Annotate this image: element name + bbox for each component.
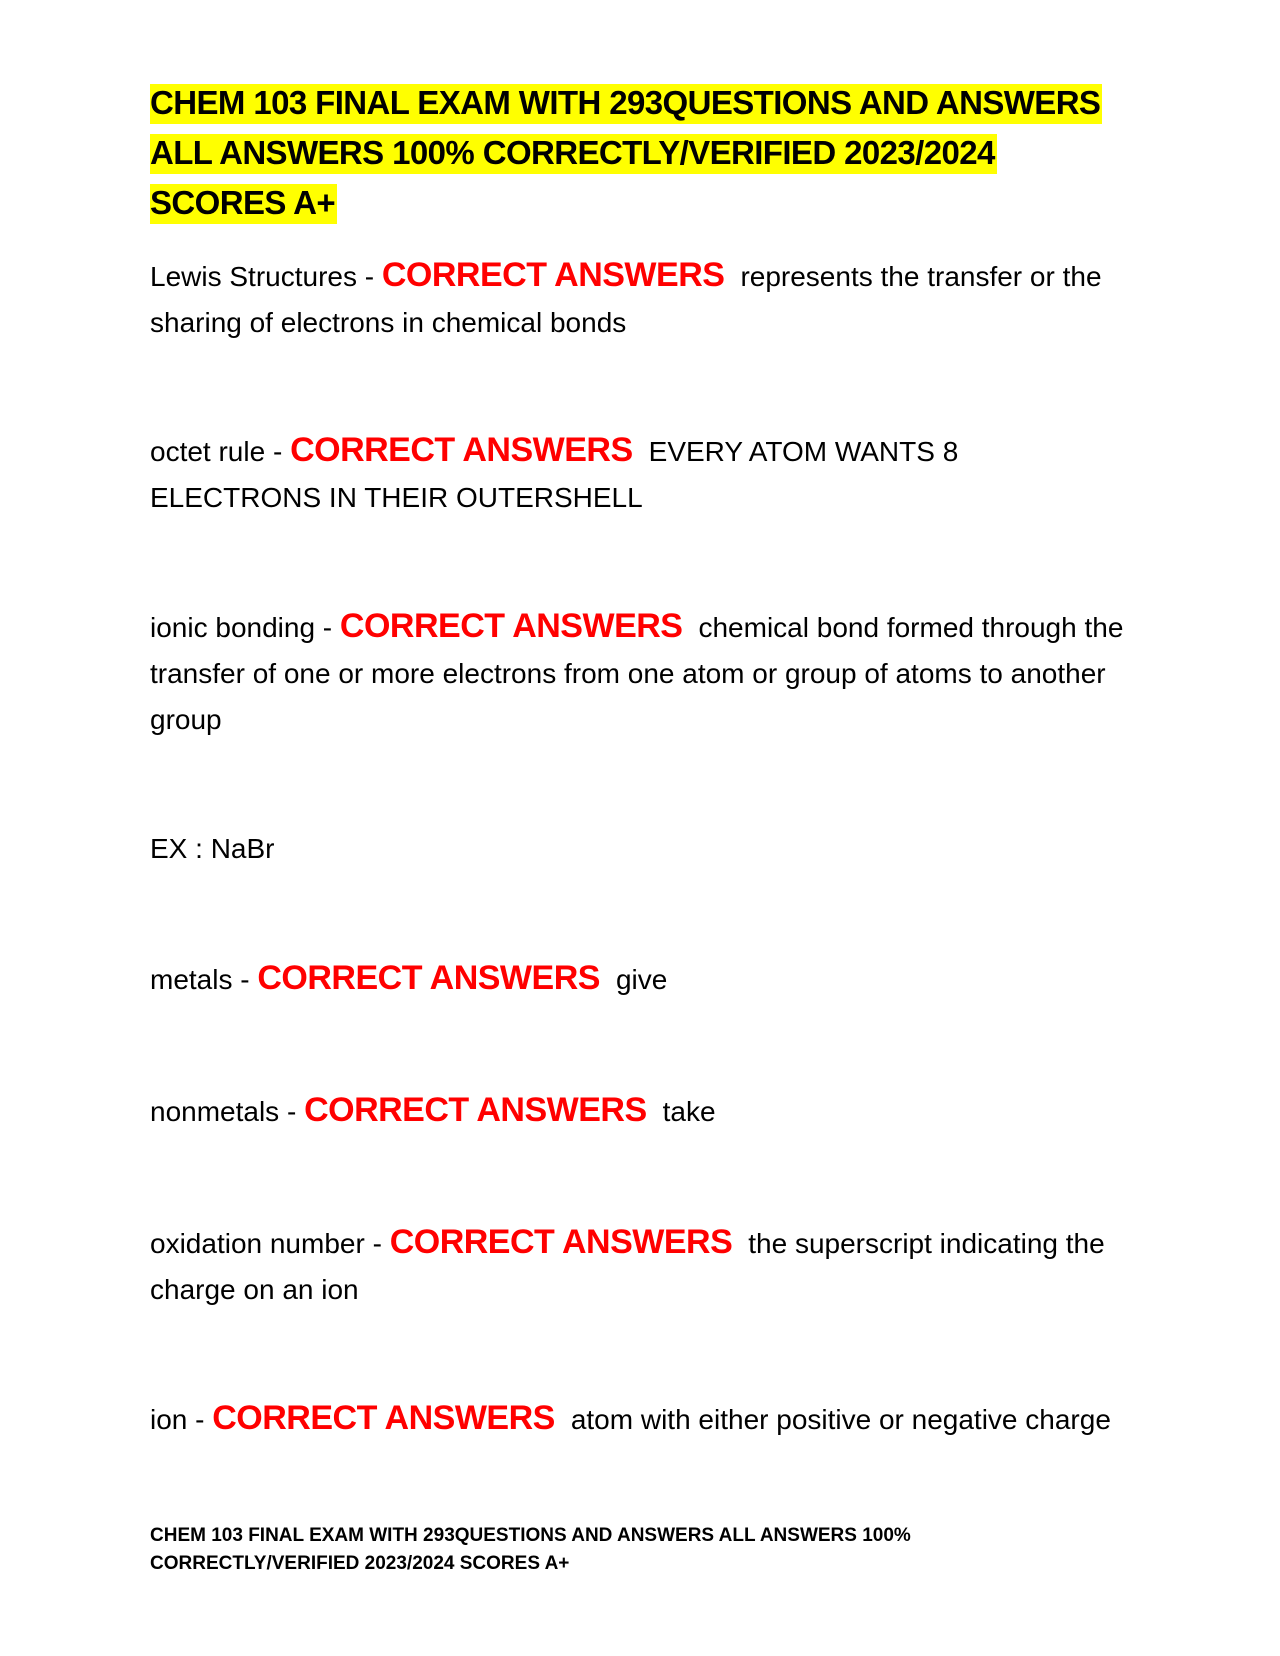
entry-definition: EVERY ATOM WANTS 8 ELECTRONS IN THEIR OUTERSHELL	[150, 436, 959, 513]
entry-term: metals -	[150, 964, 258, 995]
entry-term: octet rule -	[150, 436, 291, 467]
correct-answers-label: CORRECT ANSWERS	[389, 1223, 733, 1261]
entry-metals	[150, 955, 1130, 1003]
entry-ion	[150, 1395, 1130, 1443]
entry-definition: the superscript indicating the charge on an ion	[150, 1228, 1105, 1305]
entry-definition: chemical bond formed through the transfer of one or more electrons from one atom or group of atoms to another group	[150, 612, 1124, 735]
correct-answers-label: CORRECT ANSWERS	[381, 256, 725, 294]
entry-definition: take	[662, 1096, 716, 1127]
document-title	[150, 78, 1130, 228]
entry-definition: atom with either positive or negative charge	[570, 1404, 1111, 1435]
correct-answers-label: CORRECT ANSWERS	[339, 607, 683, 645]
entry-ionic-bonding	[150, 603, 1130, 743]
correct-answers-label: CORRECT ANSWERS	[212, 1399, 555, 1437]
entry-term: Lewis Structures -	[150, 261, 382, 292]
entry-definition: give	[615, 964, 668, 995]
entry-term: nonmetals -	[150, 1096, 305, 1127]
entry-nonmetals	[150, 1087, 1130, 1135]
page-footer: CHEM 103 FINAL EXAM WITH 293QUESTIONS AND ANSWERS ALL ANSWERS 100% CORRECTLY/VERIFIED 2023/2024 SCORES A+	[150, 1525, 911, 1574]
entry-lewis-structures	[150, 252, 1130, 346]
title-highlight: CHEM 103 FINAL EXAM WITH 293QUESTIONS AND ANSWERS ALL ANSWERS 100% CORRECTLY/VERIFIED 2023/2024 SCORES A+	[150, 84, 1102, 224]
example-line: EX : NaBr	[150, 833, 275, 864]
entry-term: oxidation number -	[150, 1228, 390, 1259]
entry-definition: represents the transfer or the sharing of electrons in chemical bonds	[150, 261, 1102, 338]
entry-octet-rule	[150, 427, 1130, 521]
correct-answers-label: CORRECT ANSWERS	[304, 1091, 647, 1129]
entry-term: ion -	[150, 1404, 213, 1435]
entry-term: ionic bonding -	[150, 612, 340, 643]
correct-answers-label: CORRECT ANSWERS	[257, 959, 600, 997]
correct-answers-label: CORRECT ANSWERS	[290, 431, 633, 469]
entry-oxidation-number	[150, 1219, 1130, 1313]
document-page	[150, 78, 1130, 228]
